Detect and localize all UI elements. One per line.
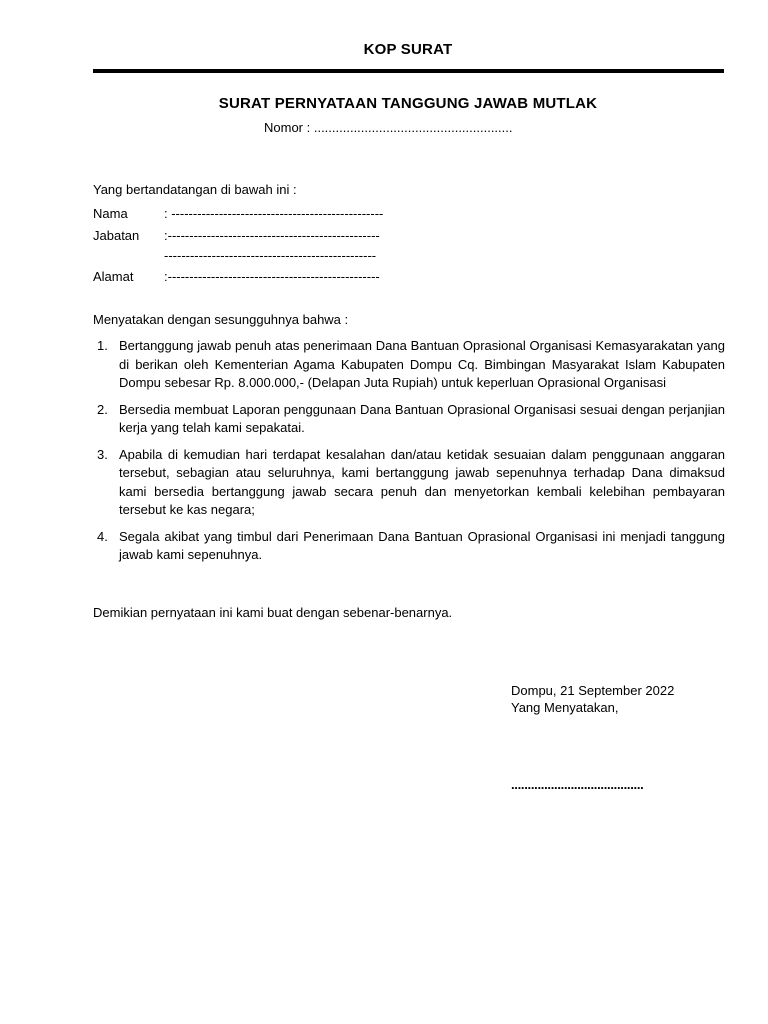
field-label: Nama <box>93 206 128 221</box>
field-label: Alamat <box>93 269 134 284</box>
list-item <box>93 446 725 520</box>
list-item <box>93 337 725 393</box>
field-value: ------------------------------------------------- <box>164 248 377 263</box>
letterhead-divider <box>93 69 724 73</box>
field-value: : ------------------------------------------------- <box>164 206 384 221</box>
list-item-text: Bertanggung jawab penuh atas penerimaan Dana Bantuan Oprasional Organisasi Kemasyarakatan yang di berikan oleh Kementerian Agama Kabupaten Dompu Cq. Bimbingan Masyarakat Islam Kabupaten Dompu sebesar Rp. 8.000.000,- (Delapan Juta Rupiah) untuk keperluan Oprasional Organisasi <box>119 338 725 390</box>
list-item-number: 2. <box>97 401 108 417</box>
statement-list <box>93 337 725 573</box>
field-row-jabatan-continued <box>93 248 376 263</box>
document-title: SURAT PERNYATAAN TANGGUNG JAWAB MUTLAK <box>218 95 598 112</box>
field-label: Jabatan <box>93 228 140 243</box>
list-item <box>93 528 725 565</box>
field-row-alamat <box>93 269 380 284</box>
field-row-nama <box>93 206 383 221</box>
signature-name-line: ........................................ <box>511 777 644 792</box>
document-number: Nomor : ....................................................... <box>264 120 513 135</box>
list-item <box>93 401 725 438</box>
place-date: Dompu, 21 September 2022 <box>511 683 675 698</box>
field-value: :------------------------------------------------- <box>164 228 380 243</box>
list-item-text: Bersedia membuat Laporan penggunaan Dana Bantuan Oprasional Organisasi sesuai dengan perjanjian kerja yang telah kami sepakatai. <box>119 401 725 435</box>
signer-role: Yang Menyatakan, <box>511 700 619 715</box>
statement-intro: Menyatakan dengan sesungguhnya bahwa : <box>93 312 349 327</box>
list-item-text: Segala akibat yang timbul dari Penerimaan Dana Bantuan Oprasional Organisasi ini menjadi tanggung jawab kami sepenuhnya. <box>119 528 725 562</box>
field-value: :------------------------------------------------- <box>164 269 380 284</box>
signature-block <box>511 682 674 716</box>
list-item-number: 1. <box>97 338 108 353</box>
list-item-text: Apabila di kemudian hari terdapat kesalahan dan/atau ketidak sesuaian dalam penggunaan anggaran tersebut, sebagian atau seluruhnya, kami bertanggung jawab sepenuhnya terhadap Dana dimaksud kami bersedia bertanggung jawab secara penuh dan menyetorkan kembali kelebihan pembayaran tersebut ke kas negara; <box>119 446 725 517</box>
letterhead-placeholder: KOP SURAT <box>363 41 453 58</box>
intro-text: Yang bertandatangan di bawah ini : <box>93 182 297 197</box>
list-item-number: 4. <box>97 528 108 544</box>
field-row-jabatan <box>93 228 380 243</box>
list-item-number: 3. <box>97 446 108 462</box>
closing-text: Demikian pernyataan ini kami buat dengan sebenar-benarnya. <box>93 605 453 620</box>
